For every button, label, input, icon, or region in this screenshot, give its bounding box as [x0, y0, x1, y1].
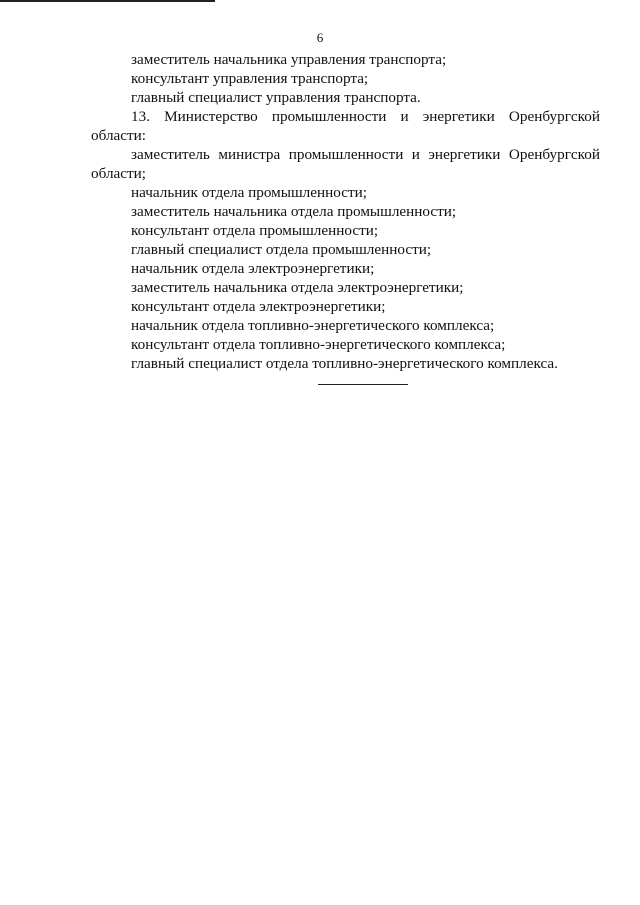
list-item: главный специалист отдела промышленности;: [131, 241, 432, 258]
list-item: заместитель начальника отдела промышленности;: [131, 203, 457, 220]
list-item-deputy-minister-continuation: области;: [91, 165, 146, 182]
list-item: заместитель начальника управления транспорта;: [131, 51, 447, 68]
list-item: консультант отдела электроэнергетики;: [131, 298, 386, 315]
list-item: начальник отдела промышленности;: [131, 184, 367, 201]
section-13-heading-continuation: области:: [91, 127, 146, 144]
section-13-heading: 13. Министерство промышленности и энергетики Оренбургской: [131, 108, 600, 125]
end-of-document-rule: [318, 384, 408, 385]
document-body: [91, 50, 600, 373]
list-item: начальник отдела топливно-энергетического комплекса;: [131, 317, 495, 334]
list-item: консультант отдела топливно-энергетического комплекса;: [131, 336, 506, 353]
list-item: консультант управления транспорта;: [131, 70, 369, 87]
list-item: консультант отдела промышленности;: [131, 222, 379, 239]
top-divider-line: [0, 0, 215, 2]
list-item-deputy-minister: заместитель министра промышленности и энергетики Оренбургской: [131, 146, 600, 163]
list-item: заместитель начальника отдела электроэнергетики;: [131, 279, 464, 296]
list-item: главный специалист отдела топливно-энергетического комплекса.: [131, 355, 558, 372]
page-number: 6: [316, 30, 324, 45]
list-item: главный специалист управления транспорта.: [131, 89, 421, 106]
list-item: начальник отдела электроэнергетики;: [131, 260, 375, 277]
